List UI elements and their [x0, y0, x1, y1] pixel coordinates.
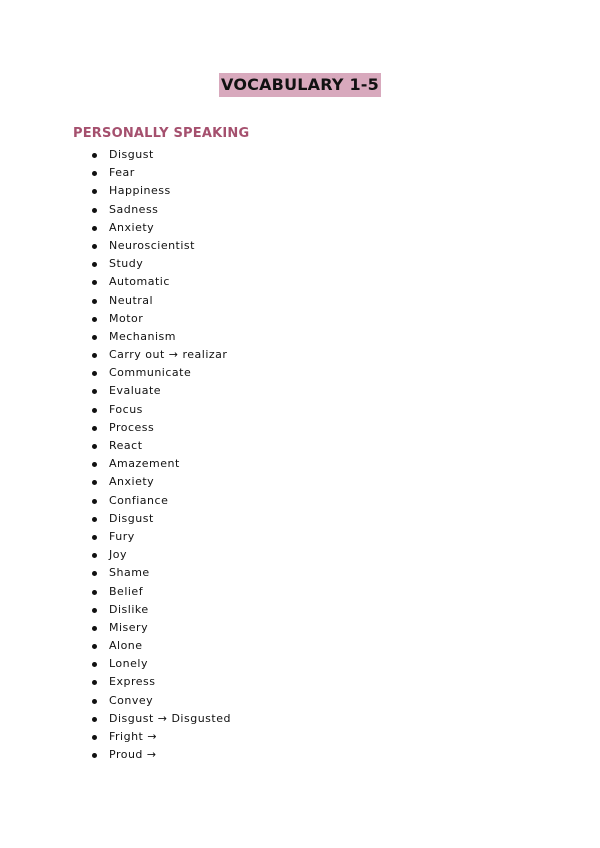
- bullet-icon: [92, 717, 97, 722]
- bullet-icon: [92, 335, 97, 340]
- bullet-icon: [92, 553, 97, 558]
- bullet-icon: [92, 626, 97, 631]
- bullet-icon: [92, 480, 97, 485]
- bullet-icon: [92, 753, 97, 758]
- vocabulary-term: Study: [109, 257, 144, 271]
- bullet-icon: [92, 608, 97, 613]
- bullet-icon: [92, 353, 97, 358]
- bullet-icon: [92, 662, 97, 667]
- bullet-icon: [92, 680, 97, 685]
- vocabulary-term: Evaluate: [109, 384, 162, 398]
- bullet-icon: [92, 244, 97, 249]
- vocabulary-term: Belief: [109, 584, 144, 598]
- bullet-icon: [92, 735, 97, 740]
- title-container: [0, 73, 600, 97]
- vocabulary-term: Fright →: [109, 730, 158, 743]
- vocabulary-term: Amazement: [109, 457, 180, 471]
- bullet-icon: [92, 371, 97, 376]
- bullet-icon: [92, 499, 97, 504]
- bullet-icon: [92, 426, 97, 431]
- bullet-icon: [92, 644, 97, 649]
- bullet-icon: [92, 153, 97, 158]
- section-heading: PERSONALLY SPEAKING: [73, 126, 250, 141]
- vocabulary-term: Focus: [109, 402, 143, 416]
- vocabulary-term: Convey: [109, 693, 154, 707]
- vocabulary-term: Express: [109, 675, 156, 689]
- vocabulary-term: Alone: [109, 639, 143, 653]
- vocabulary-term: Communicate: [109, 366, 192, 380]
- vocabulary-term: Neuroscientist: [109, 238, 195, 252]
- bullet-icon: [92, 171, 97, 176]
- bullet-icon: [92, 699, 97, 704]
- vocabulary-term: Misery: [109, 620, 149, 634]
- vocabulary-term: Lonely: [109, 657, 148, 671]
- vocabulary-term: Disgust: [109, 511, 154, 525]
- bullet-icon: [92, 389, 97, 394]
- bullet-icon: [92, 280, 97, 285]
- vocabulary-term: Sadness: [109, 202, 159, 216]
- vocabulary-term: Disgust → Disgusted: [109, 711, 231, 725]
- bullet-icon: [92, 226, 97, 231]
- bullet-icon: [92, 317, 97, 322]
- vocabulary-term: Process: [109, 420, 155, 434]
- bullet-icon: [92, 299, 97, 304]
- vocabulary-term: Proud →: [109, 748, 157, 762]
- bullet-icon: [92, 517, 97, 522]
- bullet-icon: [92, 444, 97, 449]
- vocabulary-term: Anxiety: [109, 475, 155, 489]
- vocabulary-term: Carry out → realizar: [109, 348, 228, 362]
- vocabulary-term: Dislike: [109, 602, 149, 616]
- vocabulary-term: Shame: [109, 566, 150, 580]
- bullet-icon: [92, 462, 97, 467]
- bullet-icon: [92, 262, 97, 267]
- vocabulary-term: Disgust: [109, 148, 154, 161]
- vocabulary-term: Motor: [109, 311, 144, 325]
- vocabulary-term: Mechanism: [109, 329, 176, 343]
- vocabulary-term: Fear: [109, 166, 135, 180]
- vocabulary-term: Automatic: [109, 275, 170, 289]
- bullet-icon: [92, 571, 97, 576]
- document-title: VOCABULARY 1-5: [219, 73, 381, 97]
- bullet-icon: [92, 189, 97, 194]
- vocabulary-term: Happiness: [109, 184, 171, 198]
- bullet-icon: [92, 590, 97, 595]
- bullet-icon: [92, 535, 97, 540]
- vocabulary-term: Fury: [109, 529, 135, 543]
- bullet-icon: [92, 208, 97, 213]
- vocabulary-term: React: [109, 439, 143, 452]
- vocabulary-term: Anxiety: [109, 220, 155, 234]
- vocabulary-term: Neutral: [109, 293, 154, 307]
- vocabulary-term: Confiance: [109, 493, 169, 507]
- bullet-icon: [92, 408, 97, 413]
- vocabulary-term: Joy: [109, 548, 127, 562]
